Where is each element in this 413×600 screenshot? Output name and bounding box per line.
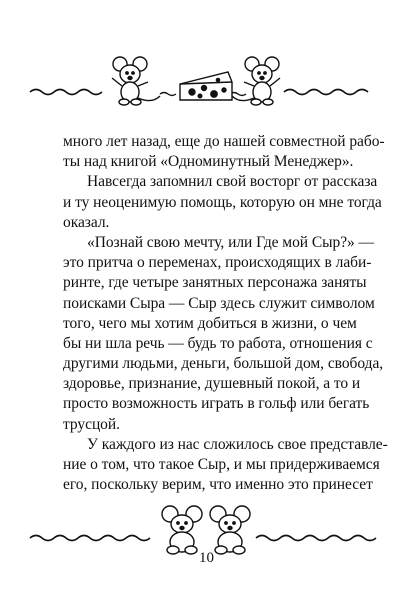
text-line: и ту неоценимую помощь, которую он мне тогда bbox=[63, 193, 382, 211]
text-line: поисками Сыра — Сыр здесь служит символом bbox=[63, 294, 375, 312]
text-line: много лет назад, еще до нашей совместной рабо- bbox=[63, 133, 385, 150]
page-number: 10 bbox=[199, 550, 214, 566]
mice-and-cheese-ornament-icon bbox=[0, 50, 413, 120]
text-line: «Познай свою мечту, или Где мой Сыр?» — bbox=[87, 233, 374, 251]
text-line: ты над книгой «Одноминутный Менеджер». bbox=[63, 153, 354, 171]
text-line: другими людьми, деньги, большой дом, свобода, bbox=[63, 355, 384, 373]
text-line: его, поскольку верим, что именно это принесет bbox=[63, 476, 373, 494]
text-line: ринте, где четыре занятных персонажа заняты bbox=[63, 274, 367, 292]
text-line: ние о том, что такое Сыр, и мы придерживаемся bbox=[63, 456, 380, 473]
text-line: здоровье, признание, душевный покой, а то и bbox=[63, 375, 361, 393]
body-text bbox=[63, 132, 388, 495]
text-line: трусцой. bbox=[63, 415, 120, 433]
text-line: просто возможность играть в гольф или бегать bbox=[63, 395, 370, 413]
text-line: оказал. bbox=[63, 213, 110, 231]
text-line: того, чего мы хотим добиться в жизни, о чем bbox=[63, 314, 357, 332]
text-line: Навсегда запомнил свой восторг от рассказа bbox=[87, 173, 378, 191]
text-line: бы ни шла речь — будь то работа, отношения с bbox=[63, 334, 373, 352]
text-line: это притча о переменах, происходящих в лаби- bbox=[63, 254, 372, 272]
text-line: У каждого из нас сложилось свое представле- bbox=[87, 435, 388, 453]
